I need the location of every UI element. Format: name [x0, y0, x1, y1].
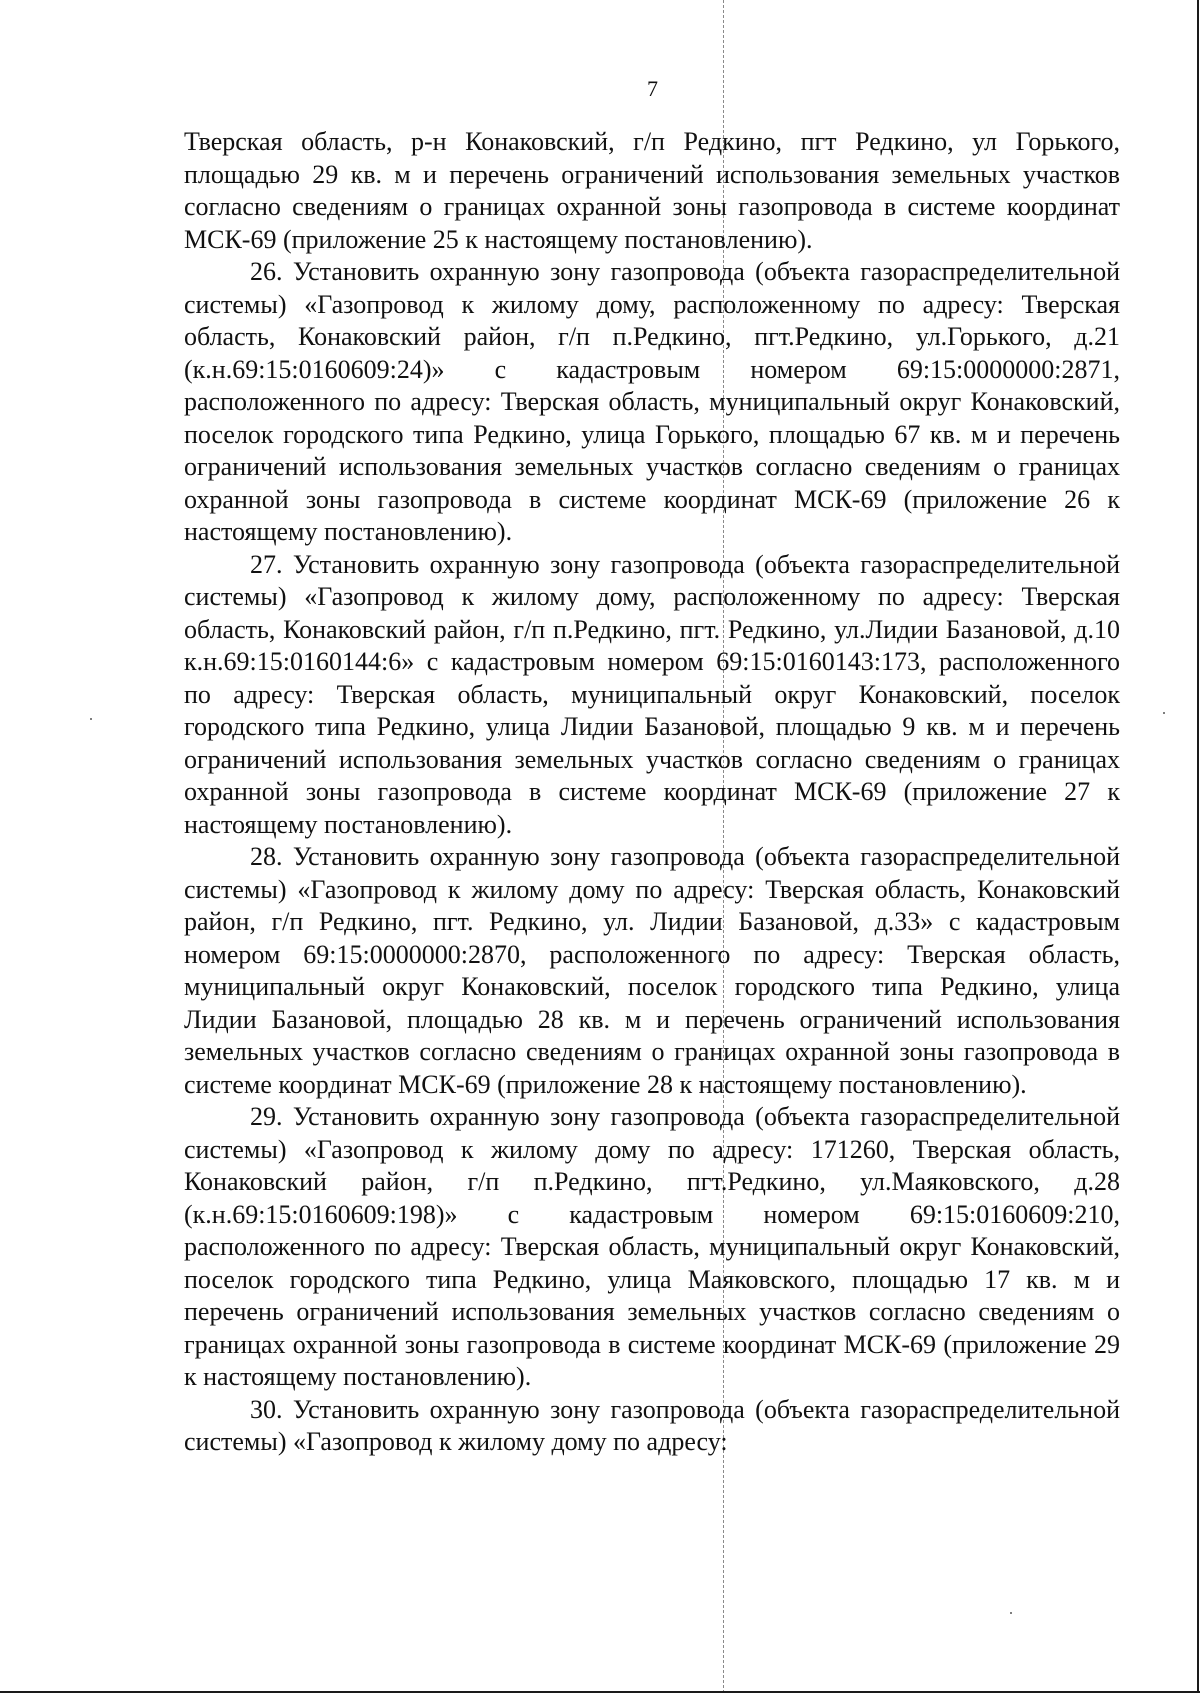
paragraph-item-30: 30. Установить охранную зону газопровода (объекта газораспределительной системы) «Газопровод к жилому дому по адресу: — [184, 1394, 1120, 1456]
paragraph-item-26: 26. Установить охранную зону газопровода (объекта газораспределительной системы) «Газопровод к жилому дому, расположенному по адресу: Тверская область, Конаковский район, г/п п.Редкино, пгт.Редкино, ул.Горького, д.21 (к.н.69:15:0160609:24)» с кадастровым номером 69:15:0000000:2871, расположенного по адресу: Тверская область, муниципальный округ Конаковский, поселок городского типа Редкино, улица Горького, площадью 67 кв. м и перечень ограничений использования земельных участков согласно сведениям о границах охранной зоны газопровода в системе координат МСК-69 (приложение 26 к настоящему постановлению). — [184, 257, 1120, 546]
scan-speck — [1163, 712, 1165, 714]
page-number: 7 — [647, 76, 658, 101]
paragraph-continuation: Тверская область, р-н Конаковский, г/п Редкино, пгт Редкино, ул Горького, площадью 29 кв. м и перечень ограничений использования земельных участков согласно сведениям о границах охранной зоны газопровода в системе координат МСК-69 (приложение 25 к настоящему постановлению). — [184, 127, 1120, 254]
scan-speck — [90, 718, 92, 720]
paragraph-item-28: 28. Установить охранную зону газопровода (объекта газораспределительной системы) «Газопровод к жилому дому по адресу: Тверская область, Конаковский район, г/п Редкино, пгт. Редкино, ул. Лидии Базановой, д.33» с кадастровым номером 69:15:0000000:2870, расположенного по адресу: Тверская область, муниципальный округ Конаковский, поселок городского типа Редкино, улица Лидии Базановой, площадью 28 кв. м и перечень ограничений использования земельных участков согласно сведениям о границах охранной зоны газопровода в системе координат МСК-69 (приложение 28 к настоящему постановлению). — [184, 842, 1120, 1099]
document-body — [184, 126, 1120, 1459]
paragraph-item-27: 27. Установить охранную зону газопровода (объекта газораспределительной системы) «Газопровод к жилому дому, расположенному по адресу: Тверская область, Конаковский район, г/п п.Редкино, пгт. Редкино, ул.Лидии Базановой, д.10 к.н.69:15:0160144:6» с кадастровым номером 69:15:0160143:173, расположенного по адресу: Тверская область, муниципальный округ Конаковский, поселок городского типа Редкино, улица Лидии Базановой, площадью 9 кв. м и перечень ограничений использования земельных участков согласно сведениям о границах охранной зоны газопровода в системе координат МСК-69 (приложение 27 к настоящему постановлению). — [184, 549, 1120, 839]
scan-speck — [1010, 1612, 1012, 1614]
paragraph-item-29: 29. Установить охранную зону газопровода (объекта газораспределительной системы) «Газопровод к жилому дому по адресу: 171260, Тверская область, Конаковский район, г/п п.Редкино, пгт.Редкино, ул.Маяковского, д.28 (к.н.69:15:0160609:198)» с кадастровым номером 69:15:0160609:210, расположенного по адресу: Тверская область, муниципальный округ Конаковский, поселок городского типа Редкино, улица Маяковского, площадью 17 кв. м и перечень ограничений использования земельных участков согласно сведениям о границах охранной зоны газопровода в системе координат МСК-69 (приложение 29 к настоящему постановлению). — [184, 1102, 1120, 1391]
scan-right-edge — [1197, 0, 1199, 1693]
